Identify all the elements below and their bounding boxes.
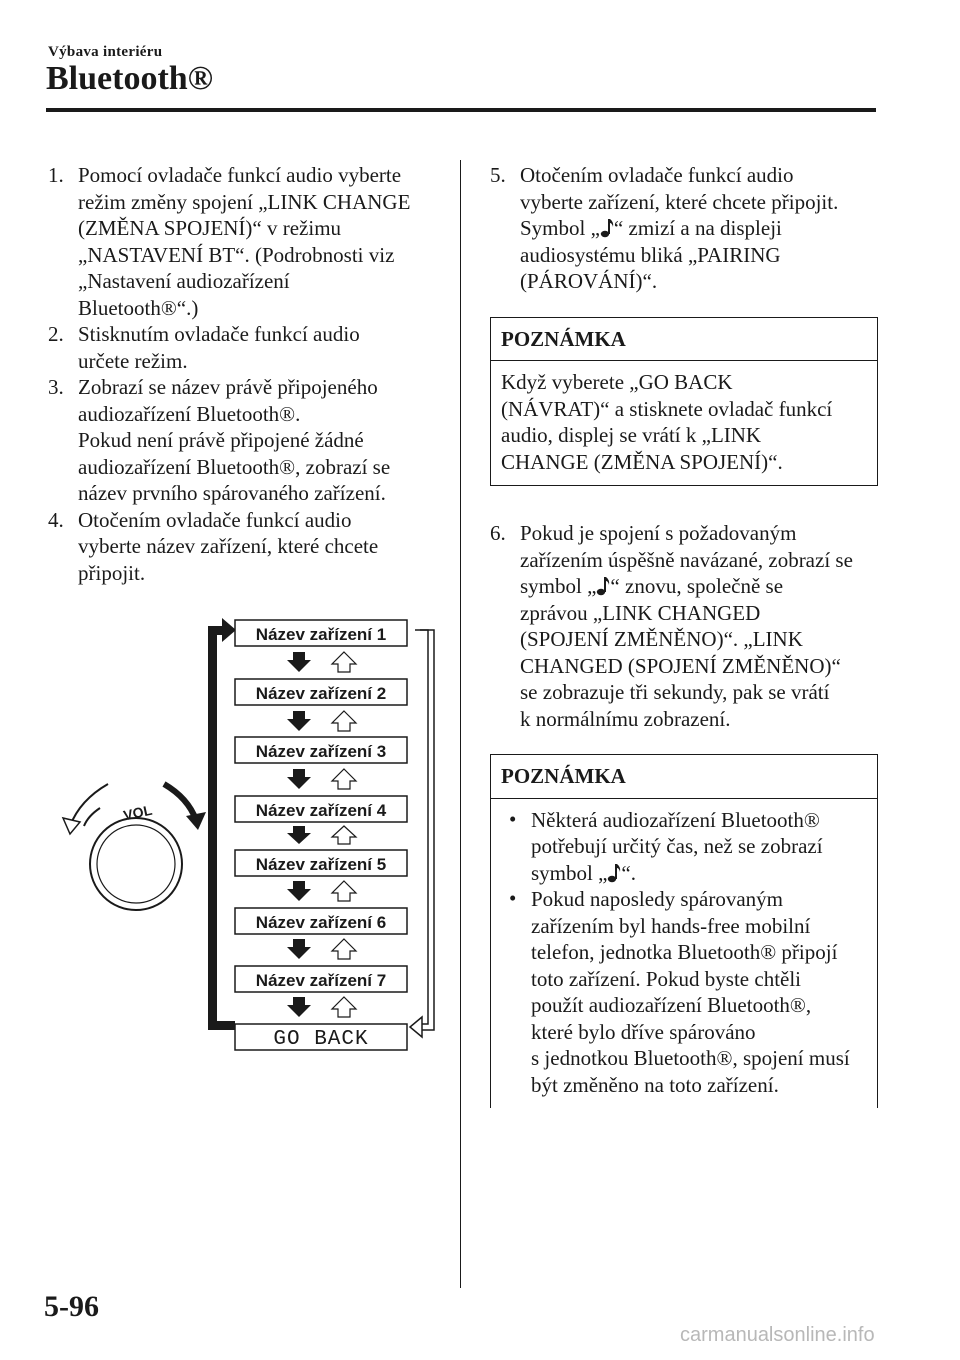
device-item [235,796,407,822]
note-text: “. [621,860,636,885]
bullet-dot: • [509,886,517,910]
page-number: 5-96 [44,1290,99,1323]
step-number: 1. [48,163,64,187]
title-rule [46,108,876,112]
step-number: 4. [48,507,64,532]
step-text: Symbol „ [520,216,600,240]
step-line: název prvního spárovaného zařízení. [78,481,386,505]
device-item [235,679,407,705]
down-arrow-icon [287,826,311,844]
go-back-loop-icon [410,630,434,1037]
note-line: s jednotkou Bluetooth®, spojení musí [531,1046,850,1070]
note-line: potřebují určitý čas, než se zobrazí [531,834,823,858]
note-line: toto zařízení. Pokud byste chtěli [531,966,802,991]
step-text: “ zmizí a na displeji [613,216,782,240]
left-column [48,162,448,586]
note-box-1 [490,317,878,487]
step-line: určete režim. [78,348,188,373]
section-label: Výbava interiéru [48,44,163,60]
device-name: Název zařízení 6 [255,913,387,932]
note-line: CHANGE (ZMĚNA SPOJENÍ)“. [501,449,783,474]
up-arrow-outline-icon [332,711,356,731]
note-heading: POZNÁMKA [491,318,877,362]
step-line: audiozařízení Bluetooth®, zobrazí se [78,454,391,479]
step-line: připojit. [78,560,146,585]
step-line: „NASTAVENÍ BT“. (Podrobnosti viz [78,242,395,267]
step-line: Otočením ovladače funkcí audio [520,163,794,187]
step-5 [490,162,880,295]
note-line: být změněno na toto zařízení. [531,1072,779,1097]
device-selection-diagram [60,612,460,1062]
step-line: vyberte název zařízení, které chcete [78,534,379,558]
step-text: symbol „ [520,574,597,598]
note-bullet-2 [501,886,867,1098]
music-note-icon [600,218,614,238]
step-1 [48,162,448,321]
note-bullet-1 [501,807,867,887]
step-line: Pokud je spojení s požadovaným [520,521,797,545]
step-line: (PÁROVÁNÍ)“. [520,269,658,293]
rotate-counterclockwise-arrow-icon [63,784,108,834]
step-line: zařízením úspěšně navázané, zobrazí se [520,547,853,572]
up-arrow-outline-icon [332,939,356,959]
note-line: Pokud naposledy spárovaným [531,887,783,911]
step-line [520,573,880,600]
step-line: vyberte zařízení, které chcete připojit. [520,189,839,214]
note-box-2 [490,754,878,1108]
note-line: použít audiozařízení Bluetooth®, [531,993,812,1017]
step-6 [490,520,880,732]
note-heading: POZNÁMKA [491,755,877,799]
down-arrow-icon [287,997,311,1017]
step-line: režim změny spojení „LINK CHANGE [78,189,411,214]
up-arrow-outline-icon [332,652,356,672]
device-name: Název zařízení 2 [255,684,387,703]
step-line: Zobrazí se název právě připojeného [78,375,378,399]
down-arrow-icon [287,652,311,672]
note-line: Když vyberete „GO BACK [501,370,733,394]
note-line: Některá audiozařízení Bluetooth® [531,807,820,832]
step-line: Otočením ovladače funkcí audio [78,507,352,532]
up-arrow-outline-icon [332,881,356,901]
step-line: Stisknutím ovladače funkcí audio [78,322,360,346]
step-4 [48,507,448,587]
step-line: „Nastavení audiozařízení [78,269,290,293]
step-line [520,215,880,242]
column-divider [460,160,461,1288]
down-arrow-icon [287,711,311,731]
music-note-icon [596,576,610,596]
go-back-label: GO BACK [273,1028,369,1051]
device-item [235,850,407,876]
device-name: Název zařízení 7 [255,971,387,990]
vol-knob [90,818,182,910]
step-line: CHANGED (SPOJENÍ ZMĚNĚNO)“ [520,653,841,678]
step-text: “ znovu, společně se [610,574,784,598]
device-name: Název zařízení 1 [255,625,387,644]
down-arrow-icon [287,769,311,789]
note-text: symbol „ [531,860,608,885]
device-item [235,620,407,646]
rotate-clockwise-arrow-icon [164,784,206,830]
step-number: 2. [48,322,64,346]
up-arrow-outline-icon [332,997,356,1017]
step-number: 5. [490,163,506,187]
up-arrow-outline-icon [332,769,356,789]
bullet-dot: • [509,806,517,831]
right-column [490,162,880,1108]
go-back-item [235,1024,407,1051]
step-line: Bluetooth®“.) [78,295,199,320]
device-name: Název zařízení 5 [255,855,387,874]
note-line: audio, displej se vrátí k „LINK [501,423,762,447]
step-number: 3. [48,375,64,399]
note-line: které bylo dříve spárováno [531,1019,756,1044]
note-line: (NÁVRAT)“ a stisknete ovladač funkcí [501,396,833,421]
note-line: telefon, jednotka Bluetooth® připojí [531,940,838,964]
music-note-icon [607,863,621,883]
device-name: Název zařízení 3 [255,742,387,761]
note-line [531,860,867,887]
device-name: Název zařízení 4 [255,801,387,820]
step-number: 6. [490,521,506,545]
down-arrow-icon [287,881,311,901]
vol-label: VOL [121,801,154,824]
step-line: audiosystému bliká „PAIRING [520,242,781,267]
device-item [235,966,407,992]
step-2 [48,321,448,374]
step-line: (SPOJENÍ ZMĚNĚNO)“. „LINK [520,627,803,651]
page-title: Bluetooth® [46,60,214,97]
step-line: k normálnímu zobrazení. [520,706,731,731]
note-line: zařízením byl hands-free mobilní [531,913,811,938]
device-item [235,737,407,763]
watermark: carmanualsonline.info [680,1324,875,1346]
up-arrow-outline-icon [332,826,356,844]
device-item [235,908,407,934]
step-line: audiozařízení Bluetooth®. [78,401,301,426]
step-line: (ZMĚNA SPOJENÍ)“ v režimu [78,216,342,240]
down-arrow-icon [287,939,311,959]
step-3 [48,374,448,507]
step-line: se zobrazuje tři sekundy, pak se vrátí [520,680,830,704]
loop-back-arrow-icon [208,618,236,1030]
step-line: Pokud není právě připojené žádné [78,428,364,452]
step-line: Pomocí ovladače funkcí audio vyberte [78,163,402,187]
step-line: zprávou „LINK CHANGED [520,600,761,625]
